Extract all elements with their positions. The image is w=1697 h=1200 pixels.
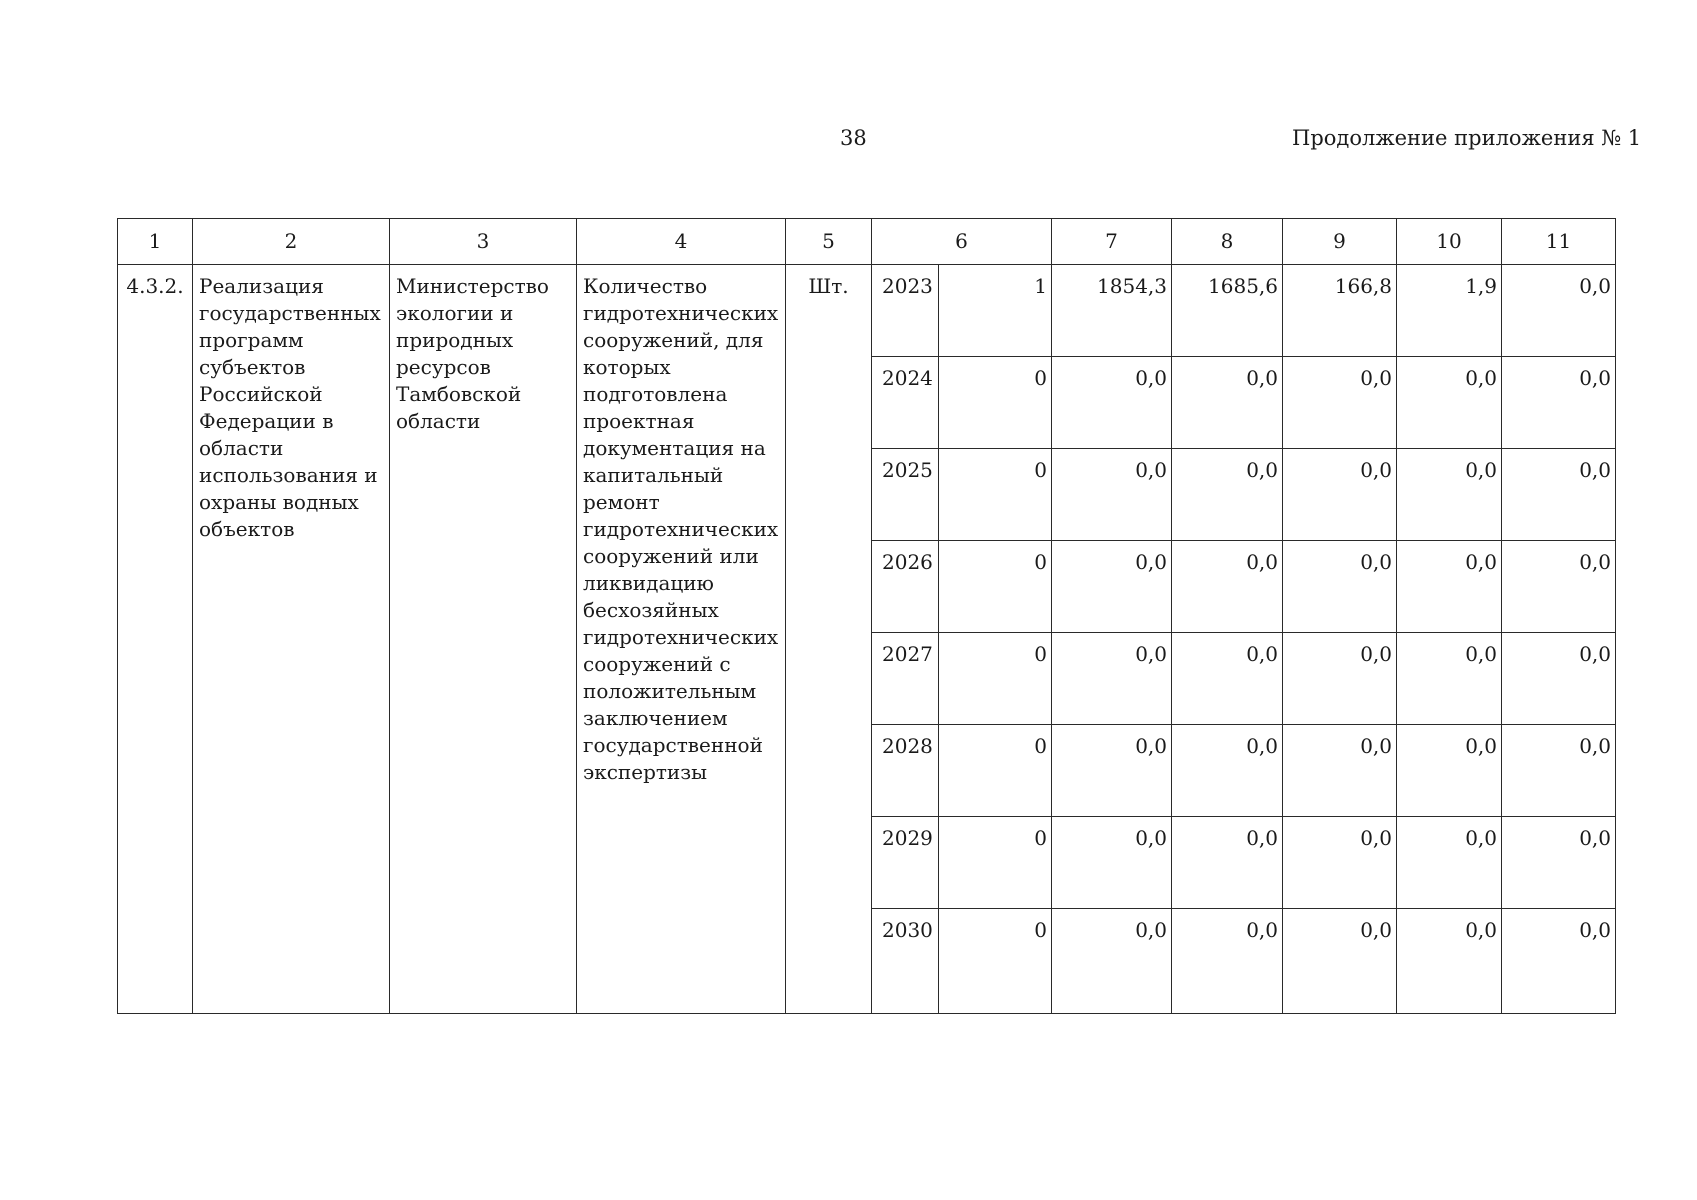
value-cell: 0,0 <box>1360 550 1393 574</box>
value-cell: 0,0 <box>1465 918 1498 942</box>
page-number: 38 <box>840 126 867 150</box>
year-cell: 2024 <box>882 366 933 390</box>
value-cell: 0,0 <box>1579 642 1612 666</box>
value-cell: 0,0 <box>1135 918 1168 942</box>
value-cell: 0,0 <box>1579 366 1612 390</box>
value-cell: 0,0 <box>1579 734 1612 758</box>
column-number: 6 <box>872 219 1052 265</box>
year-cell: 2029 <box>882 826 933 850</box>
value-cell: 0,0 <box>1135 366 1168 390</box>
column-number: 7 <box>1052 219 1172 265</box>
value-cell: 1,9 <box>1465 274 1498 298</box>
value-cell: 1854,3 <box>1097 274 1168 298</box>
count-cell: 0 <box>1034 458 1048 482</box>
value-cell: 0,0 <box>1246 918 1279 942</box>
entry-indicator: Количество гидротехнических сооружений, для которых подготовлена проектная документация на капитальный ремонт гидротехнических сооружений или ликвидацию бесхозяйных гидротехнических сооружений с положительным заключением государственной экспертизы <box>583 274 779 784</box>
value-cell: 0,0 <box>1246 366 1279 390</box>
column-number: 10 <box>1397 219 1502 265</box>
value-cell: 0,0 <box>1135 642 1168 666</box>
count-cell: 0 <box>1034 366 1048 390</box>
year-cell: 2027 <box>882 642 933 666</box>
entry-code: 4.3.2. <box>126 274 184 298</box>
value-cell: 0,0 <box>1579 550 1612 574</box>
value-cell: 0,0 <box>1360 734 1393 758</box>
year-cell: 2030 <box>882 918 933 942</box>
value-cell: 0,0 <box>1246 734 1279 758</box>
value-cell: 0,0 <box>1135 734 1168 758</box>
value-cell: 0,0 <box>1579 826 1612 850</box>
value-cell: 0,0 <box>1246 458 1279 482</box>
entry-name: Реализация государственных программ субъектов Российской Федерации в области использования и охраны водных объектов <box>199 274 381 541</box>
value-cell: 0,0 <box>1579 918 1612 942</box>
column-number: 9 <box>1283 219 1397 265</box>
year-cell: 2025 <box>882 458 933 482</box>
value-cell: 1685,6 <box>1208 274 1279 298</box>
entry-executor: Министерство экологии и природных ресурсов Тамбовской области <box>396 274 549 433</box>
value-cell: 0,0 <box>1360 642 1393 666</box>
count-cell: 0 <box>1034 734 1048 758</box>
value-cell: 0,0 <box>1135 458 1168 482</box>
value-cell: 0,0 <box>1465 642 1498 666</box>
entry-unit-cell <box>786 265 872 1014</box>
continuation-note: Продолжение приложения № 1 <box>1292 126 1642 150</box>
column-number: 5 <box>786 219 872 265</box>
entry-code-cell <box>118 265 193 1014</box>
entry-unit: Шт. <box>808 274 849 298</box>
column-number: 8 <box>1172 219 1283 265</box>
count-cell: 0 <box>1034 550 1048 574</box>
count-cell: 1 <box>1034 274 1048 298</box>
value-cell: 0,0 <box>1579 458 1612 482</box>
entry-executor-cell <box>390 265 577 1014</box>
value-cell: 0,0 <box>1465 366 1498 390</box>
value-cell: 0,0 <box>1465 734 1498 758</box>
value-cell: 0,0 <box>1135 550 1168 574</box>
value-cell: 0,0 <box>1246 550 1279 574</box>
column-number-row <box>118 219 1616 265</box>
column-number: 2 <box>193 219 390 265</box>
year-cell: 2026 <box>882 550 933 574</box>
program-table <box>117 218 1616 1014</box>
value-cell: 0,0 <box>1360 458 1393 482</box>
value-cell: 0,0 <box>1246 642 1279 666</box>
value-cell: 0,0 <box>1135 826 1168 850</box>
value-cell: 0,0 <box>1360 366 1393 390</box>
column-number: 1 <box>118 219 193 265</box>
year-cell: 2023 <box>882 274 933 298</box>
column-number: 3 <box>390 219 577 265</box>
count-cell: 0 <box>1034 826 1048 850</box>
value-cell: 0,0 <box>1579 274 1612 298</box>
value-cell: 0,0 <box>1465 826 1498 850</box>
value-cell: 0,0 <box>1360 826 1393 850</box>
value-cell: 166,8 <box>1334 274 1393 298</box>
column-number: 11 <box>1502 219 1616 265</box>
year-cell: 2028 <box>882 734 933 758</box>
value-cell: 0,0 <box>1465 550 1498 574</box>
count-cell: 0 <box>1034 918 1048 942</box>
table-row <box>118 265 1616 357</box>
value-cell: 0,0 <box>1465 458 1498 482</box>
count-cell: 0 <box>1034 642 1048 666</box>
value-cell: 0,0 <box>1360 918 1393 942</box>
entry-name-cell <box>193 265 390 1014</box>
entry-indicator-cell <box>577 265 786 1014</box>
column-number: 4 <box>577 219 786 265</box>
value-cell: 0,0 <box>1246 826 1279 850</box>
